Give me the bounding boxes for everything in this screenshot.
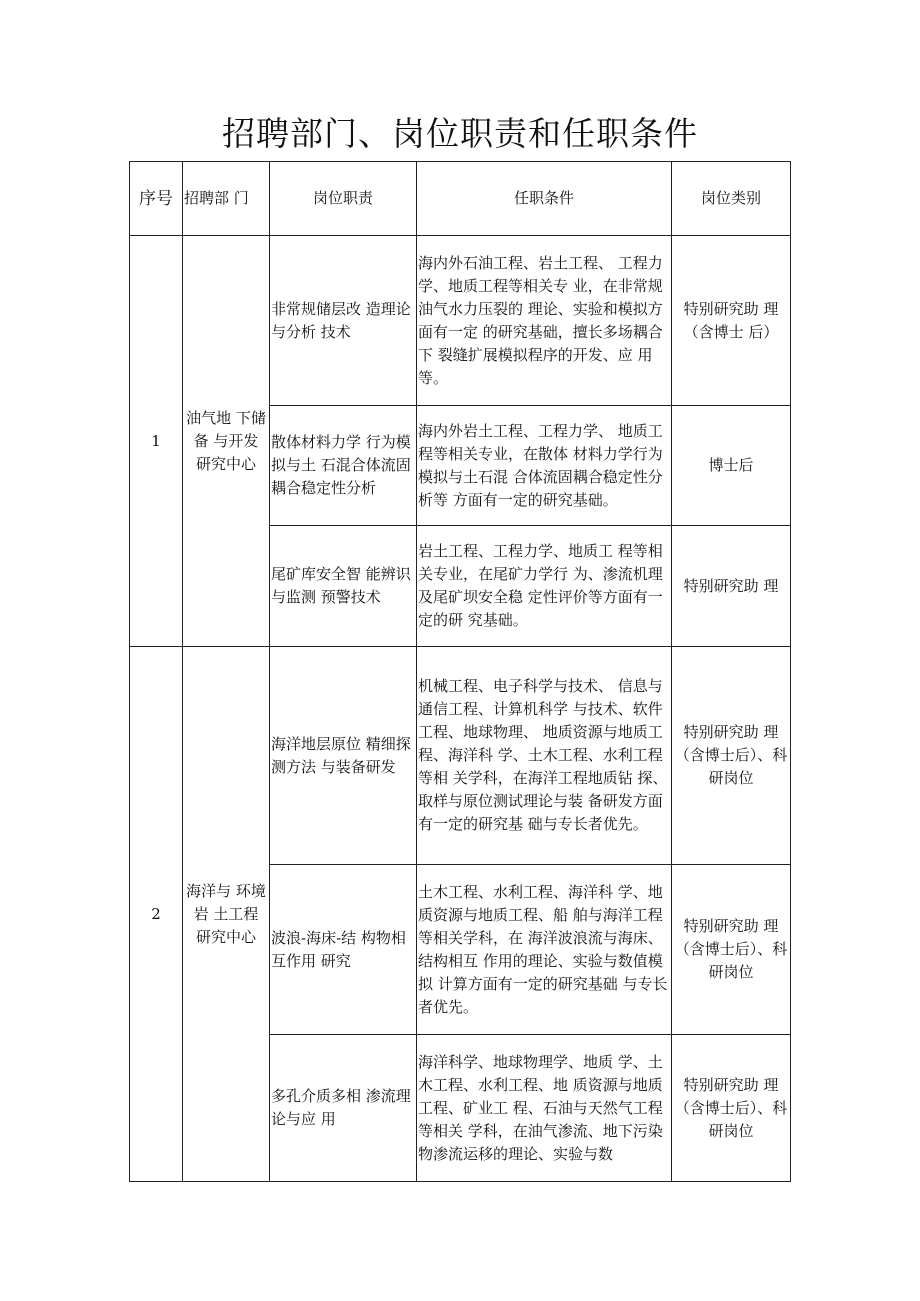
category-cell: 特别研究助 理（含博士 后） — [672, 236, 791, 406]
duty-cell: 散体材料力学 行为模拟与土 石混合体流固 耦合稳定性分析 — [270, 406, 417, 526]
requirements-cell: 海内外岩土工程、工程力学、 地质工程等相关专业，在散体 材料力学行为模拟与土石混 合体流固耦合稳定性分析等 方面有一定的研究基础。 — [417, 406, 672, 526]
group-seq: 1 — [130, 236, 183, 647]
category-cell: 博士后 — [672, 406, 791, 526]
duty-cell: 海洋地层原位 精细探测方法 与装备研发 — [270, 647, 417, 865]
requirements-cell: 海内外石油工程、岩土工程、 工程力学、地质工程等相关专 业，在非常规油气水力压裂的 理论、实验和模拟方面有一定 的研究基础，擅长多场耦合下 裂缝扩展模拟程序的开发、应 用等。 — [417, 236, 672, 406]
header-seq: 序号 — [130, 162, 183, 236]
category-cell: 特别研究助 理（含博士后）、科研岗位 — [672, 865, 791, 1035]
group-dept: 海洋与 环境岩 土工程 研究中心 — [183, 647, 270, 1182]
group-seq: 2 — [130, 647, 183, 1182]
requirements-cell: 土木工程、水利工程、海洋科 学、地质资源与地质工程、船 舶与海洋工程等相关学科，在 海洋波浪流与海床、结构相互 作用的理论、实验与数值模拟 计算方面有一定的研究基础 与专长者优先。 — [417, 865, 672, 1035]
header-requirements: 任职条件 — [417, 162, 672, 236]
page-title: 招聘部门、岗位职责和任职条件 — [222, 114, 698, 153]
duty-cell: 多孔介质多相 渗流理论与应 用 — [270, 1035, 417, 1182]
recruitment-table — [129, 161, 791, 1182]
duty-cell: 波浪-海床-结 构物相互作用 研究 — [270, 865, 417, 1035]
requirements-cell: 岩土工程、工程力学、地质工 程等相关专业，在尾矿力学行 为、渗流机理及尾矿坝安全稳 定性评价等方面有一定的研 究基础。 — [417, 526, 672, 647]
requirements-cell: 机械工程、电子科学与技术、 信息与通信工程、计算机科学 与技术、软件工程、地球物理、 地质资源与地质工程、海洋科 学、土木工程、水利工程等相 关学科，在海洋工程地质钻 探、取样与原位测试理论与装 备研发方面有一定的研究基 础与专长者优先。 — [417, 647, 672, 865]
header-dept: 招聘部 门 — [183, 162, 270, 236]
group-dept: 油气地 下储备 与开发 研究中心 — [183, 236, 270, 647]
header-duty: 岗位职责 — [270, 162, 417, 236]
table-row — [130, 236, 791, 406]
header-category: 岗位类别 — [672, 162, 791, 236]
requirements-cell: 海洋科学、地球物理学、地质 学、土木工程、水利工程、地 质资源与地质工程、矿业工 程、石油与天然气工程等相关 学科，在油气渗流、地下污染 物渗流运移的理论、实验与数 — [417, 1035, 672, 1182]
category-cell: 特别研究助 理（含博士后）、科研岗位 — [672, 1035, 791, 1182]
table-row — [130, 647, 791, 865]
duty-cell: 非常规储层改 造理论与分析 技术 — [270, 236, 417, 406]
category-cell: 特别研究助 理 — [672, 526, 791, 647]
duty-cell: 尾矿库安全智 能辨识与监测 预警技术 — [270, 526, 417, 647]
header-row — [130, 162, 791, 236]
category-cell: 特别研究助 理（含博士后）、科研岗位 — [672, 647, 791, 865]
